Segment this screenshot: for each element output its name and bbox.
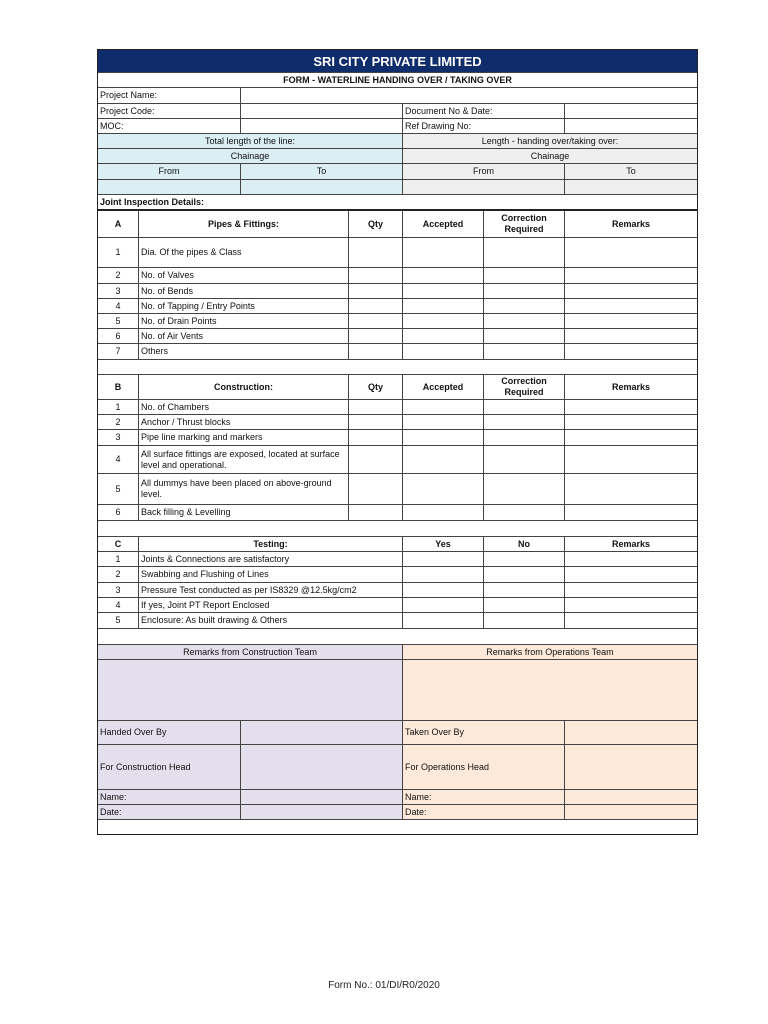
row-number: 4 <box>98 598 139 613</box>
correction-cell[interactable] <box>484 430 565 446</box>
project-code-label: Project Code: <box>98 104 241 119</box>
construction-remarks-header: Remarks from Construction Team <box>98 645 403 660</box>
row-number: 7 <box>98 344 139 360</box>
row-number: 1 <box>98 238 139 268</box>
accepted-cell[interactable] <box>403 415 484 430</box>
row-item-label: No. of Chambers <box>139 400 349 415</box>
row-number: 3 <box>98 583 139 598</box>
yes-cell[interactable] <box>403 598 484 613</box>
row-number: 6 <box>98 329 139 344</box>
project-code-field[interactable] <box>241 104 403 119</box>
qty-cell[interactable] <box>349 314 403 329</box>
remarks-cell[interactable] <box>565 474 697 505</box>
section-a-remarks-header: Remarks <box>565 211 697 238</box>
qty-cell[interactable] <box>349 329 403 344</box>
row-number: 1 <box>98 400 139 415</box>
accepted-cell[interactable] <box>403 344 484 360</box>
correction-cell[interactable] <box>484 446 565 474</box>
row-number: 1 <box>98 552 139 567</box>
spacer-row <box>98 521 697 537</box>
qty-cell[interactable] <box>349 474 403 505</box>
handed-over-by-field[interactable] <box>241 721 403 745</box>
form-number-footer: Form No.: 01/DI/R0/2020 <box>328 980 440 991</box>
row-item-label: Anchor / Thrust blocks <box>139 415 349 430</box>
row-number: 3 <box>98 430 139 446</box>
section-b-accepted-header: Accepted <box>403 375 484 400</box>
row-item-label: Joints & Connections are satisfactory <box>139 552 403 567</box>
correction-cell[interactable] <box>484 329 565 344</box>
row-number: 4 <box>98 446 139 474</box>
section-a-accepted-header: Accepted <box>403 211 484 238</box>
row-number: 5 <box>98 474 139 505</box>
company-title: SRI CITY PRIVATE LIMITED <box>98 50 697 73</box>
row-item-label: No. of Drain Points <box>139 314 349 329</box>
section-c-title: Testing: <box>139 537 403 552</box>
correction-cell[interactable] <box>484 268 565 284</box>
no-cell[interactable] <box>484 552 565 567</box>
row-number: 5 <box>98 314 139 329</box>
row-item-label: Swabbing and Flushing of Lines <box>139 567 403 583</box>
spacer-row <box>98 360 697 375</box>
form-title: FORM - WATERLINE HANDING OVER / TAKING OVER <box>98 73 697 88</box>
remarks-cell[interactable] <box>565 505 697 521</box>
chainage-left-from-value[interactable] <box>98 180 241 195</box>
correction-cell[interactable] <box>484 344 565 360</box>
spacer-row <box>98 629 697 645</box>
row-item-label: Back filling & Levelling <box>139 505 349 521</box>
qty-cell[interactable] <box>349 268 403 284</box>
moc-label: MOC: <box>98 119 241 134</box>
row-number: 6 <box>98 505 139 521</box>
accepted-cell[interactable] <box>403 400 484 415</box>
construction-date-label: Date: <box>98 805 241 820</box>
remarks-cell[interactable] <box>565 583 697 598</box>
row-item-label: No. of Bends <box>139 284 349 299</box>
project-name-field[interactable] <box>241 88 697 104</box>
row-number: 3 <box>98 284 139 299</box>
row-number: 2 <box>98 415 139 430</box>
row-number: 2 <box>98 567 139 583</box>
row-item-label: No. of Valves <box>139 268 349 284</box>
document-no-field[interactable] <box>565 104 697 119</box>
correction-cell[interactable] <box>484 400 565 415</box>
yes-cell[interactable] <box>403 613 484 629</box>
taken-over-by-field[interactable] <box>565 721 697 745</box>
section-b-correction-header: Correction Required <box>484 375 565 400</box>
qty-cell[interactable] <box>349 415 403 430</box>
row-item-label: Enclosure: As built drawing & Others <box>139 613 403 629</box>
remarks-cell[interactable] <box>565 613 697 629</box>
accepted-cell[interactable] <box>403 299 484 314</box>
correction-cell[interactable] <box>484 314 565 329</box>
row-number: 2 <box>98 268 139 284</box>
operations-date-field[interactable] <box>565 805 697 820</box>
joint-inspection-heading: Joint Inspection Details: <box>98 195 697 211</box>
section-a-letter: A <box>98 211 139 238</box>
construction-head-label: For Construction Head <box>98 745 241 790</box>
correction-cell[interactable] <box>484 415 565 430</box>
remarks-cell[interactable] <box>565 598 697 613</box>
operations-date-label: Date: <box>403 805 565 820</box>
chainage-left-to: To <box>241 164 403 180</box>
row-number: 4 <box>98 299 139 314</box>
remarks-cell[interactable] <box>565 552 697 567</box>
taken-over-by-label: Taken Over By <box>403 721 565 745</box>
ref-drawing-field[interactable] <box>565 119 697 134</box>
section-a-title: Pipes & Fittings: <box>139 211 349 238</box>
remarks-cell[interactable] <box>565 314 697 329</box>
operations-name-field[interactable] <box>565 790 697 805</box>
yes-cell[interactable] <box>403 567 484 583</box>
row-item-label: All surface fittings are exposed, located at surface level and operational. <box>139 446 349 474</box>
construction-head-signature[interactable] <box>241 745 403 790</box>
correction-cell[interactable] <box>484 474 565 505</box>
accepted-cell[interactable] <box>403 505 484 521</box>
section-b-remarks-header: Remarks <box>565 375 697 400</box>
operations-head-signature[interactable] <box>565 745 697 790</box>
qty-cell[interactable] <box>349 430 403 446</box>
operations-head-label: For Operations Head <box>403 745 565 790</box>
remarks-cell[interactable] <box>565 567 697 583</box>
no-cell[interactable] <box>484 567 565 583</box>
chainage-left-label: Chainage <box>98 149 403 164</box>
operations-remarks-box[interactable] <box>403 660 697 721</box>
section-b-qty-header: Qty <box>349 375 403 400</box>
accepted-cell[interactable] <box>403 314 484 329</box>
section-c-no-header: No <box>484 537 565 552</box>
section-c-remarks-header: Remarks <box>565 537 697 552</box>
qty-cell[interactable] <box>349 400 403 415</box>
remarks-cell[interactable] <box>565 238 697 268</box>
yes-cell[interactable] <box>403 552 484 567</box>
row-item-label: If yes, Joint PT Report Enclosed <box>139 598 403 613</box>
remarks-cell[interactable] <box>565 446 697 474</box>
qty-cell[interactable] <box>349 344 403 360</box>
accepted-cell[interactable] <box>403 446 484 474</box>
total-length-header: Total length of the line: <box>98 134 403 149</box>
row-item-label: No. of Air Vents <box>139 329 349 344</box>
handed-over-by-label: Handed Over By <box>98 721 241 745</box>
accepted-cell[interactable] <box>403 329 484 344</box>
document-no-label: Document No & Date: <box>403 104 565 119</box>
remarks-cell[interactable] <box>565 299 697 314</box>
no-cell[interactable] <box>484 583 565 598</box>
chainage-left-to-value[interactable] <box>241 180 403 195</box>
remarks-cell[interactable] <box>565 400 697 415</box>
section-b-title: Construction: <box>139 375 349 400</box>
construction-name-field[interactable] <box>241 790 403 805</box>
construction-remarks-box[interactable] <box>98 660 403 721</box>
chainage-right-from-value[interactable] <box>403 180 565 195</box>
correction-cell[interactable] <box>484 505 565 521</box>
moc-field[interactable] <box>241 119 403 134</box>
chainage-right-label: Chainage <box>403 149 697 164</box>
section-c-letter: C <box>98 537 139 552</box>
qty-cell[interactable] <box>349 505 403 521</box>
construction-date-field[interactable] <box>241 805 403 820</box>
accepted-cell[interactable] <box>403 268 484 284</box>
row-item-label: All dummys have been placed on above-ground level. <box>139 474 349 505</box>
qty-cell[interactable] <box>349 446 403 474</box>
operations-name-label: Name: <box>403 790 565 805</box>
qty-cell[interactable] <box>349 284 403 299</box>
row-item-label: Dia. Of the pipes & Class <box>139 238 349 268</box>
construction-name-label: Name: <box>98 790 241 805</box>
section-a-correction-header: Correction Required <box>484 211 565 238</box>
remarks-cell[interactable] <box>565 415 697 430</box>
chainage-right-to: To <box>565 164 697 180</box>
chainage-right-from: From <box>403 164 565 180</box>
row-item-label: No. of Tapping / Entry Points <box>139 299 349 314</box>
ref-drawing-label: Ref Drawing No: <box>403 119 565 134</box>
remarks-cell[interactable] <box>565 284 697 299</box>
accepted-cell[interactable] <box>403 284 484 299</box>
operations-remarks-header: Remarks from Operations Team <box>403 645 697 660</box>
row-item-label: Others <box>139 344 349 360</box>
chainage-right-to-value[interactable] <box>565 180 697 195</box>
chainage-left-from: From <box>98 164 241 180</box>
no-cell[interactable] <box>484 613 565 629</box>
section-a-qty-header: Qty <box>349 211 403 238</box>
no-cell[interactable] <box>484 598 565 613</box>
correction-cell[interactable] <box>484 299 565 314</box>
qty-cell[interactable] <box>349 238 403 268</box>
accepted-cell[interactable] <box>403 474 484 505</box>
project-name-label: Project Name: <box>98 88 241 104</box>
waterline-handover-form <box>97 49 698 835</box>
yes-cell[interactable] <box>403 583 484 598</box>
remarks-cell[interactable] <box>565 344 697 360</box>
remarks-cell[interactable] <box>565 329 697 344</box>
section-c-yes-header: Yes <box>403 537 484 552</box>
handing-length-header: Length - handing over/taking over: <box>403 134 697 149</box>
row-item-label: Pressure Test conducted as per IS8329 @12.5kg/cm2 <box>139 583 403 598</box>
accepted-cell[interactable] <box>403 238 484 268</box>
remarks-cell[interactable] <box>565 430 697 446</box>
correction-cell[interactable] <box>484 238 565 268</box>
qty-cell[interactable] <box>349 299 403 314</box>
correction-cell[interactable] <box>484 284 565 299</box>
row-item-label: Pipe line marking and markers <box>139 430 349 446</box>
section-b-letter: B <box>98 375 139 400</box>
remarks-cell[interactable] <box>565 268 697 284</box>
accepted-cell[interactable] <box>403 430 484 446</box>
row-number: 5 <box>98 613 139 629</box>
